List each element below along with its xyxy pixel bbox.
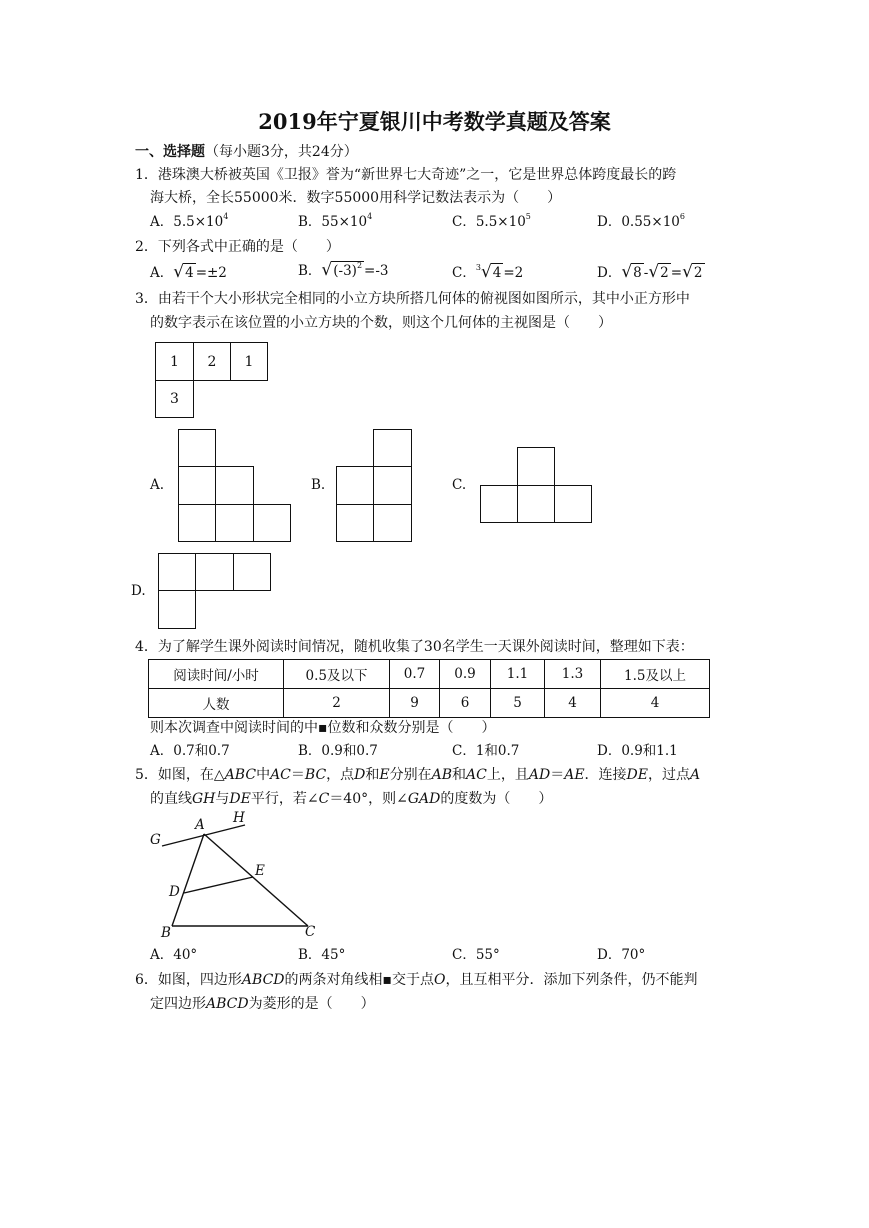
q3-option-d-label: D.	[131, 583, 146, 599]
front-view-cell	[158, 590, 196, 629]
q5-var: AC	[270, 767, 291, 783]
q5-var: DE	[626, 767, 648, 783]
top-view-cell: 1	[155, 342, 194, 381]
q5-text: ．连接	[584, 767, 627, 783]
table-cell: 4	[545, 689, 601, 718]
q2-option-d-radicand-1: 8	[633, 265, 642, 281]
q1-option-d-exp: 6	[679, 212, 685, 221]
q1-option-a-base: A．5.5×10	[150, 214, 224, 230]
front-view-cell	[517, 447, 555, 486]
front-view-cell	[480, 485, 518, 523]
q5-text: 5．如图，在△	[135, 767, 225, 783]
front-view-cell	[233, 553, 271, 591]
q5-var: GAD	[407, 791, 441, 807]
table-header-cell: 0.9	[440, 660, 491, 689]
q5-var: AE	[564, 767, 585, 783]
q5-text: 的度数为（ ）	[440, 791, 553, 807]
q4-line2: 则本次调查中阅读时间的中▪位数和众数分别是（ ）	[150, 720, 496, 736]
q2-option-d-label: D．	[597, 265, 622, 281]
section-heading	[135, 143, 358, 161]
q2-option-b-radicand	[331, 261, 364, 280]
q2-option-d-equals: =	[670, 265, 683, 281]
side-ac	[204, 834, 308, 926]
q6-text: 定四边形	[150, 996, 206, 1012]
q5-var: BC	[304, 767, 327, 783]
q5-var: E	[379, 767, 390, 783]
q4-option-c: C．1和0.7	[452, 743, 520, 759]
q2-option-c	[452, 263, 523, 282]
q5-var: A	[690, 767, 701, 783]
q6-var: ABCD	[241, 972, 285, 988]
label-b: B	[161, 925, 171, 941]
q1-option-c-base: C．5.5×10	[452, 214, 526, 230]
side-ab	[172, 834, 204, 926]
q3-line1: 3．由若干个大小形状完全相同的小立方块所搭几何体的俯视图如图所示，其中小正方形中	[135, 291, 690, 307]
q6-text: ，且互相平分．添加下列条件，仍不能判	[445, 972, 698, 988]
table-header-cell: 阅读时间/小时	[149, 660, 284, 689]
q2-option-d-radicand-2: 2	[660, 265, 669, 281]
front-view-cell	[215, 504, 254, 542]
q2-option-c-label: C．	[452, 265, 476, 281]
front-view-cell	[253, 504, 291, 542]
q4-option-d: D．0.9和1.1	[597, 743, 678, 759]
q5-text: ，点	[326, 767, 355, 783]
q1-line2: 海大桥，全长55000米．数字55000用科学记数法表示为（ ）	[150, 190, 562, 206]
q5-var: AB	[431, 767, 453, 783]
q5-text: 和	[452, 767, 467, 783]
label-d: D	[169, 884, 180, 900]
q1-line1: 1．港珠澳大桥被英国《卫报》誉为“新世界七大奇迹”之一，它是世界总体跨度最长的跨	[135, 167, 677, 183]
front-view-cell	[158, 553, 196, 591]
q1-option-b-base: B．55×10	[298, 214, 368, 230]
q2-option-b	[298, 261, 389, 280]
q5-var: AD	[528, 767, 551, 783]
q5-var: ABC	[224, 767, 257, 783]
q1-option-d-base: D．0.55×10	[597, 214, 680, 230]
table-row	[149, 689, 710, 718]
q2-option-b-exp: 2	[356, 261, 363, 270]
front-view-cell	[215, 466, 254, 505]
table-cell: 6	[440, 689, 491, 718]
top-view-cell: 2	[193, 342, 231, 381]
q5-line1	[135, 766, 700, 784]
front-view-cell	[178, 504, 216, 542]
front-view-cell	[178, 466, 216, 505]
q2-option-c-index: 3	[475, 263, 481, 272]
front-view-cell	[373, 466, 412, 505]
q4-option-a: A．0.7和0.7	[150, 743, 230, 759]
q1-option-a-exp: 4	[223, 212, 229, 221]
q1-option-b-exp: 4	[367, 212, 373, 221]
table-cell: 2	[284, 689, 390, 718]
page-title: 2019年宁夏银川中考数学真题及答案	[258, 109, 611, 134]
q5-var: D	[354, 767, 366, 783]
q1-option-b	[298, 213, 372, 231]
front-view-cell	[517, 485, 555, 523]
label-g: G	[150, 832, 161, 848]
q2-option-b-rest: =-3	[364, 263, 389, 279]
front-view-cell	[178, 429, 216, 467]
q2-option-d-radicand-3: 2	[693, 265, 703, 281]
front-view-cell	[336, 466, 374, 505]
sqrt-sign: √	[621, 262, 633, 282]
q5-line2	[150, 790, 552, 808]
table-cell: 9	[390, 689, 440, 718]
q3-option-c-label: C.	[452, 477, 467, 493]
q3-option-b-label: B.	[311, 477, 326, 493]
top-view-cell: 3	[155, 380, 194, 418]
q2-option-c-radicand: 4	[492, 265, 502, 281]
top-view-cell: 1	[230, 342, 268, 381]
q1-option-a	[150, 213, 228, 231]
q2-option-b-base: (-3)	[333, 263, 357, 279]
q5-text: 与	[215, 791, 230, 807]
reading-time-table	[148, 659, 710, 718]
q5-text: ＝	[550, 767, 565, 783]
q5-var: C	[318, 791, 330, 807]
sqrt-sign: √	[648, 262, 660, 282]
front-view-cell	[373, 504, 412, 542]
q5-text: 和	[365, 767, 380, 783]
q5-var: GH	[192, 791, 216, 807]
q6-text: 的两条对角线相▪交于点	[284, 972, 435, 988]
q1-option-c-exp: 5	[525, 212, 531, 221]
label-h: H	[233, 810, 245, 826]
q2-option-a	[150, 263, 227, 282]
q4-line1: 4．为了解学生课外阅读时间情况，随机收集了30名学生一天课外阅读时间，整理如下表：	[135, 639, 694, 655]
q3-option-a-label: A.	[150, 477, 165, 493]
q5-text: 中	[256, 767, 271, 783]
q1-option-c	[452, 213, 531, 231]
section-note: （每小题3分，共24分）	[205, 144, 358, 160]
q6-line1	[135, 971, 698, 989]
table-header-cell: 1.5及以上	[601, 660, 710, 689]
q6-text: 6．如图，四边形	[135, 972, 242, 988]
q2-option-d	[597, 263, 705, 282]
q5-text: 上，且	[486, 767, 529, 783]
front-view-cell	[554, 485, 592, 523]
q1-option-d	[597, 213, 685, 231]
label-e: E	[255, 863, 265, 879]
segment-de	[184, 877, 253, 893]
q6-var: O	[434, 972, 446, 988]
q5-var: DE	[229, 791, 251, 807]
table-header-cell: 1.3	[545, 660, 601, 689]
q2-option-a-radicand: 4	[185, 265, 194, 281]
q2-option-c-rest: =2	[503, 265, 524, 281]
q2-option-d-minus: -	[643, 265, 649, 281]
q6-text: 为菱形的是（ ）	[248, 996, 375, 1012]
q5-text: 平行，若∠	[250, 791, 319, 807]
q6-line2	[150, 995, 375, 1013]
q5-option-b: B．45°	[298, 947, 346, 963]
sqrt-sign: √	[682, 262, 693, 282]
q5-option-c: C．55°	[452, 947, 500, 963]
q5-text: ＝	[290, 767, 305, 783]
section-heading-text: 一、选择题	[135, 144, 205, 160]
q5-text: ＝40°，则∠	[329, 791, 408, 807]
q6-var: ABCD	[206, 996, 249, 1012]
table-row	[149, 660, 710, 689]
front-view-cell	[373, 429, 412, 467]
label-c: C	[305, 924, 316, 940]
q5-text: 分别在	[389, 767, 432, 783]
table-header-cell: 1.1	[491, 660, 545, 689]
q4-option-b: B．0.9和0.7	[298, 743, 378, 759]
q5-option-d: D．70°	[597, 947, 646, 963]
q5-text: ，过点	[648, 767, 690, 783]
table-header-cell: 0.5及以下	[284, 660, 390, 689]
q2-option-b-label: B．	[298, 263, 322, 279]
q2-option-a-rest: =±2	[195, 265, 227, 281]
sqrt-sign: √	[480, 262, 492, 282]
q2-line1: 2．下列各式中正确的是（ ）	[135, 239, 340, 255]
table-cell: 人数	[149, 689, 284, 718]
table-cell: 4	[601, 689, 710, 718]
q3-line2: 的数字表示在该位置的小立方块的个数，则这个几何体的主视图是（ ）	[150, 315, 612, 331]
sqrt-sign: √	[173, 262, 185, 282]
q5-var: AC	[466, 767, 487, 783]
q2-option-a-label: A．	[150, 265, 174, 281]
front-view-cell	[336, 504, 374, 542]
table-header-cell: 0.7	[390, 660, 440, 689]
q5-text: 的直线	[150, 791, 192, 807]
sqrt-sign: √	[321, 260, 333, 280]
front-view-cell	[195, 553, 234, 591]
q5-option-a: A．40°	[150, 947, 198, 963]
table-cell: 5	[491, 689, 545, 718]
label-a: A	[195, 817, 205, 833]
